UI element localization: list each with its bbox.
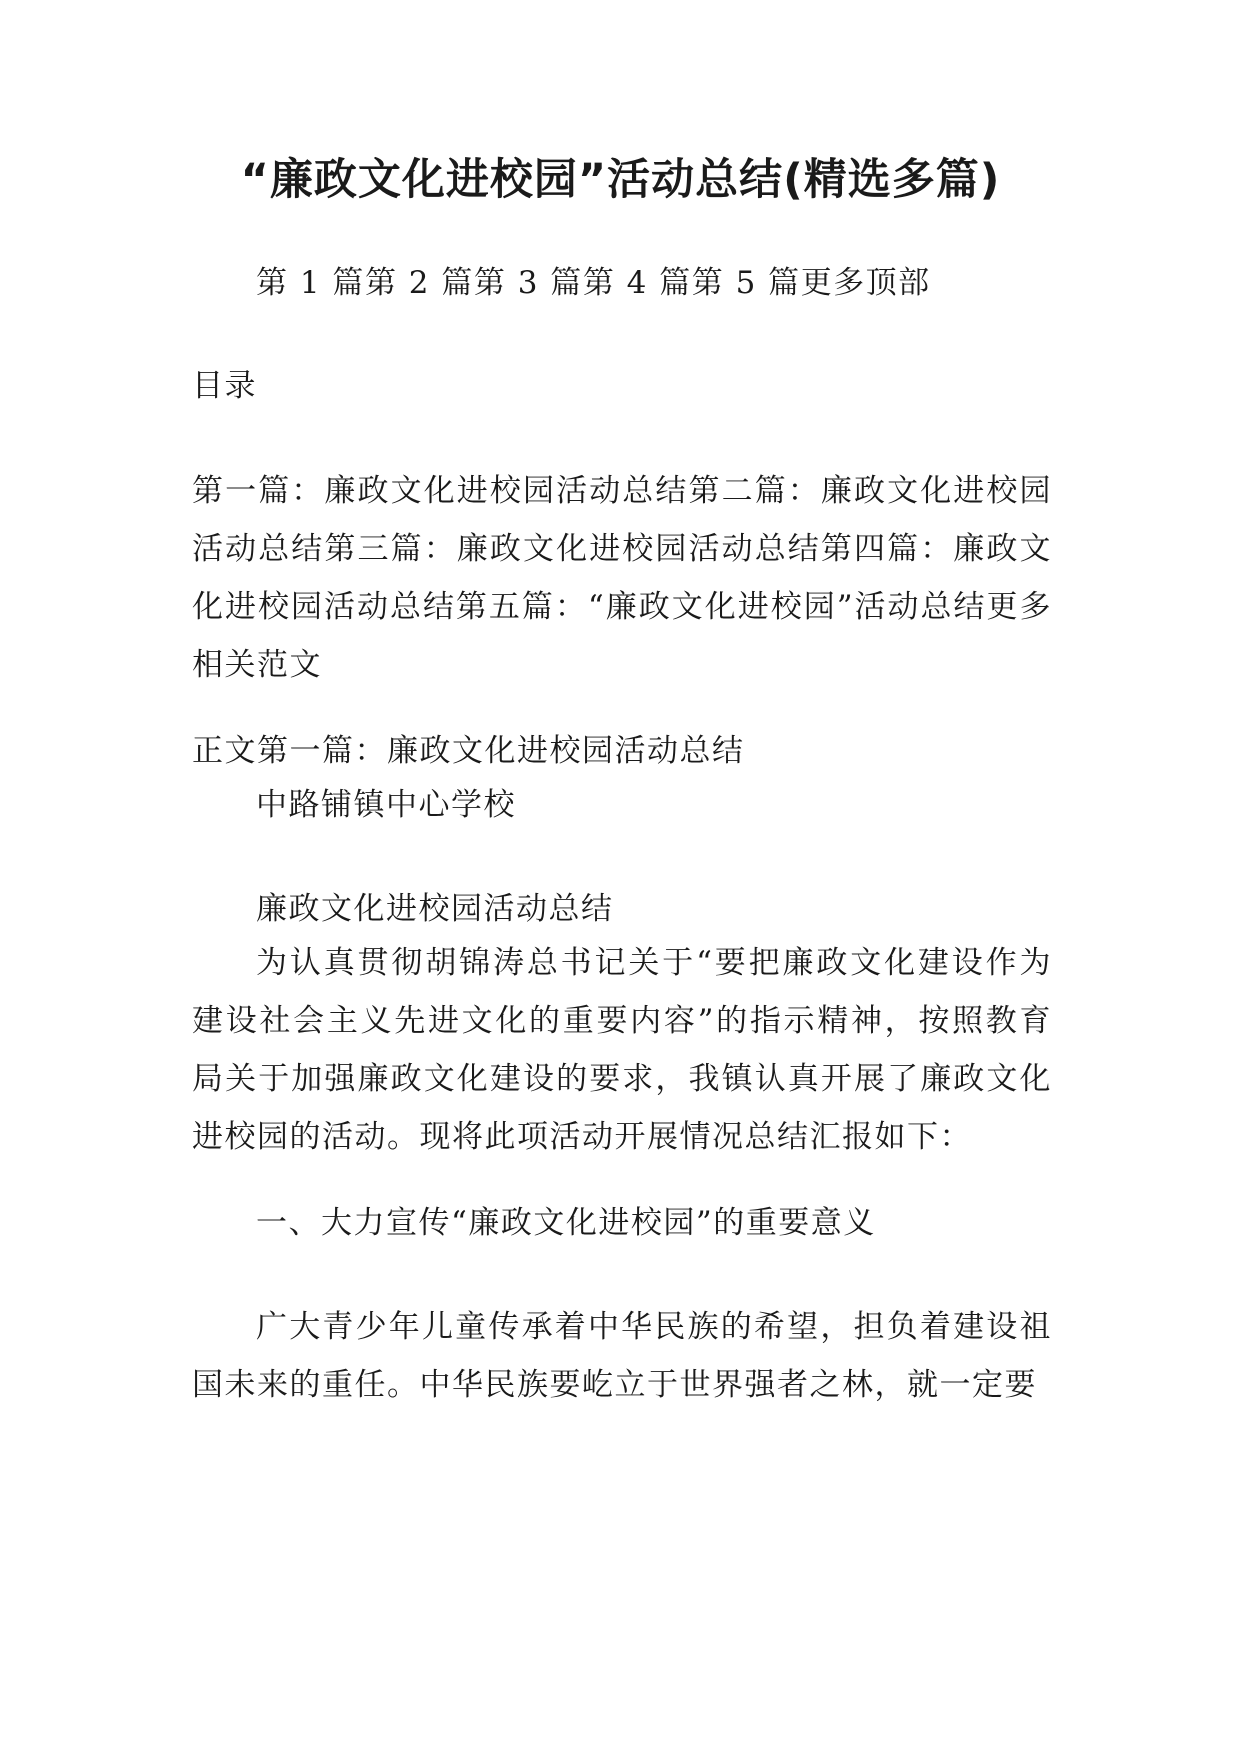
article-nav (256, 254, 1116, 312)
section-heading-1: 一、大力宣传“廉政文化进校园”的重要意义 (256, 1205, 876, 1241)
toc-text: 第一篇：廉政文化进校园活动总结第二篇：廉政文化进校园活动总结第三篇：廉政文化进校园活动总结第四篇：廉政文化进校园活动总结第五篇：“廉政文化进校园”活动总结更多相关范文 (192, 473, 1052, 683)
toc-heading: 目录 (192, 368, 257, 404)
nav-link-top[interactable]: 顶部 (865, 265, 931, 301)
nav-link-article-2[interactable]: 第 2 篇 (364, 265, 474, 301)
document-title: “廉政文化进校园”活动总结(精选多篇) (240, 155, 1001, 205)
nav-link-article-1[interactable]: 第 1 篇 (256, 265, 365, 301)
section-heading: 正文第一篇：廉政文化进校园活动总结 (192, 733, 745, 769)
article-subtitle: 廉政文化进校园活动总结 (256, 891, 614, 927)
school-name: 中路铺镇中心学校 (256, 787, 516, 823)
body-paragraph-1: 为认真贯彻胡锦涛总书记关于“要把廉政文化建设作为建设社会主义先进文化的重要内容”的指示精神，按照教育局关于加强廉政文化建设的要求，我镇认真开展了廉政文化进校园的活动。现将此项活动开展情况总结汇报如下： (192, 945, 1052, 1155)
nav-link-article-3[interactable]: 第 3 篇 (473, 265, 583, 301)
nav-link-article-5[interactable]: 第 5 篇 (691, 265, 801, 301)
body-paragraph-2: 广大青少年儿童传承着中华民族的希望，担负着建设祖国未来的重任。中华民族要屹立于世界强者之林，就一定要 (192, 1309, 1052, 1403)
nav-link-more[interactable]: 更多 (800, 265, 866, 301)
nav-link-article-4[interactable]: 第 4 篇 (582, 265, 692, 301)
